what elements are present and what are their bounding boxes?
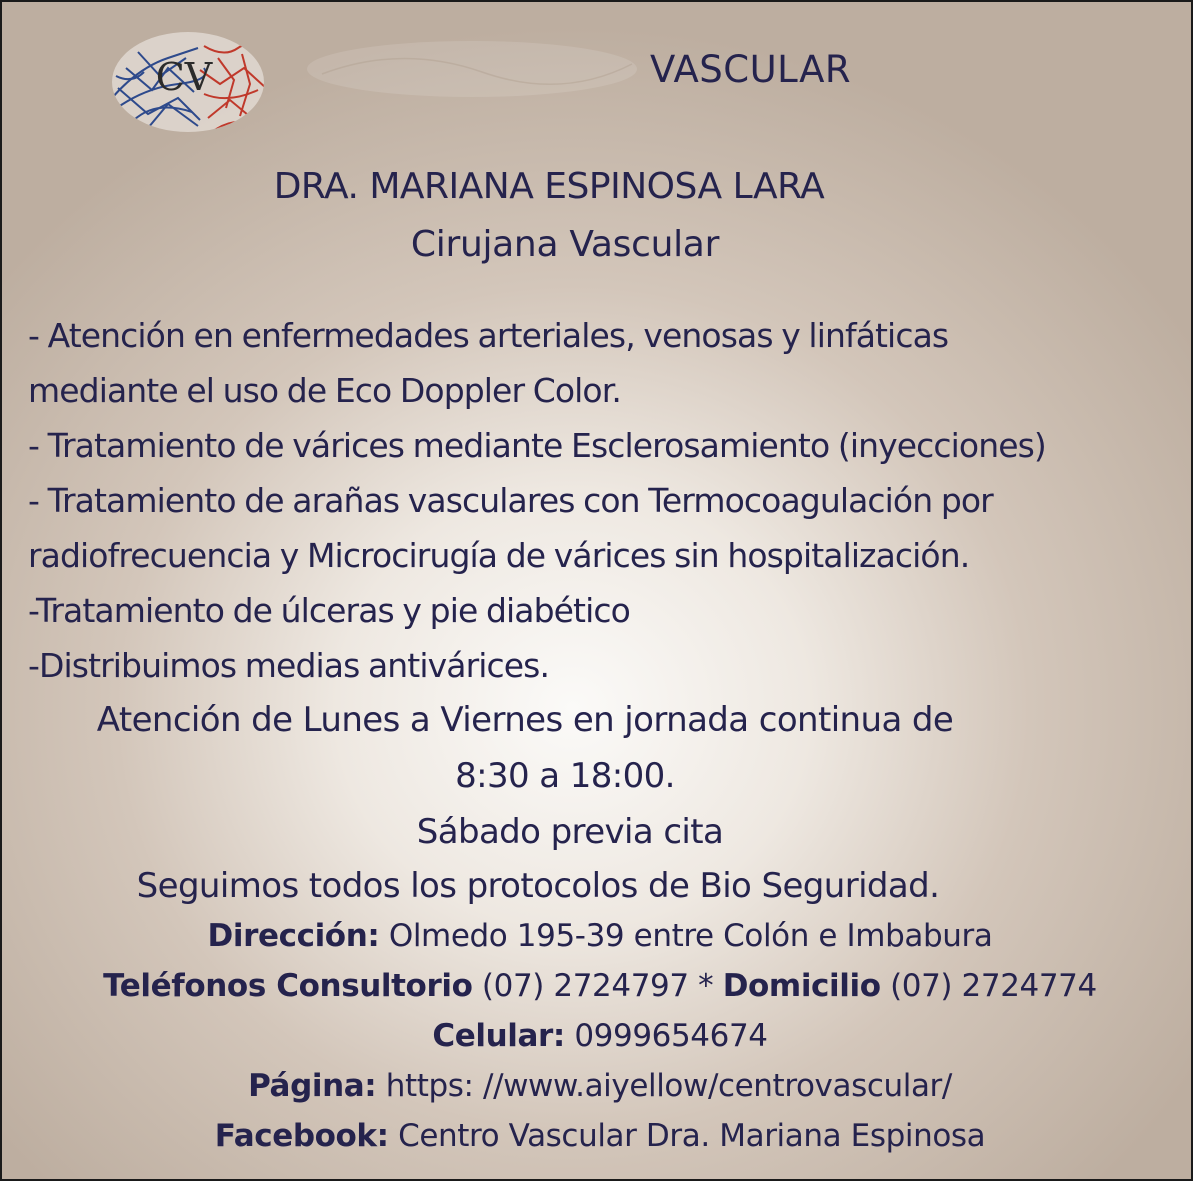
schedule-hours: 8:30 a 18:00. — [455, 756, 675, 796]
faded-watermark-icon — [302, 34, 642, 104]
facebook-value: Centro Vascular Dra. Mariana Espinosa — [388, 1118, 986, 1154]
biosafety-note: Seguimos todos los protocolos de Bio Seguridad. — [136, 866, 940, 906]
svg-text:CV: CV — [155, 55, 213, 99]
schedule-saturday: Sábado previa cita — [416, 812, 724, 852]
cell-line — [2, 1018, 1193, 1054]
website-line — [2, 1068, 1193, 1104]
office-phone-value: (07) 2724797 * — [472, 968, 723, 1004]
header-title: VASCULAR — [650, 48, 852, 91]
doctor-title: Cirujana Vascular — [410, 224, 720, 265]
address-line — [2, 918, 1193, 954]
service-line: - Tratamiento de várices mediante Esclerosamiento (inyecciones) — [28, 426, 1046, 465]
home-phone-value: (07) 2724774 — [880, 968, 1097, 1004]
facebook-label: Facebook: — [214, 1118, 389, 1154]
service-line: - Atención en enfermedades arteriales, venosas y linfáticas — [28, 316, 949, 355]
address-value: Olmedo 195-39 entre Colón e Imbabura — [379, 918, 993, 954]
office-phone-label: Teléfonos Consultorio — [103, 968, 473, 1004]
phones-line — [2, 968, 1193, 1004]
website-value: https: //www.aiyellow/centrovascular/ — [376, 1068, 952, 1104]
address-label: Dirección: — [207, 918, 380, 954]
service-line: - Tratamiento de arañas vasculares con Termocoagulación por — [28, 481, 993, 520]
schedule-weekdays: Atención de Lunes a Viernes en jornada continua de — [96, 700, 954, 740]
cell-label: Celular: — [432, 1018, 565, 1054]
service-line: mediante el uso de Eco Doppler Color. — [28, 371, 621, 410]
services-list — [28, 308, 1178, 693]
service-line: radiofrecuencia y Microcirugía de várices sin hospitalización. — [28, 536, 970, 575]
service-line: -Distribuimos medias antivárices. — [28, 646, 550, 685]
home-phone-label: Domicilio — [722, 968, 881, 1004]
facebook-line — [2, 1118, 1193, 1154]
doctor-name: DRA. MARIANA ESPINOSA LARA — [273, 166, 825, 207]
service-line: -Tratamiento de úlceras y pie diabético — [28, 591, 630, 630]
vascular-logo-icon — [108, 28, 268, 136]
website-label: Página: — [248, 1068, 377, 1104]
cell-value: 0999654674 — [564, 1018, 768, 1054]
